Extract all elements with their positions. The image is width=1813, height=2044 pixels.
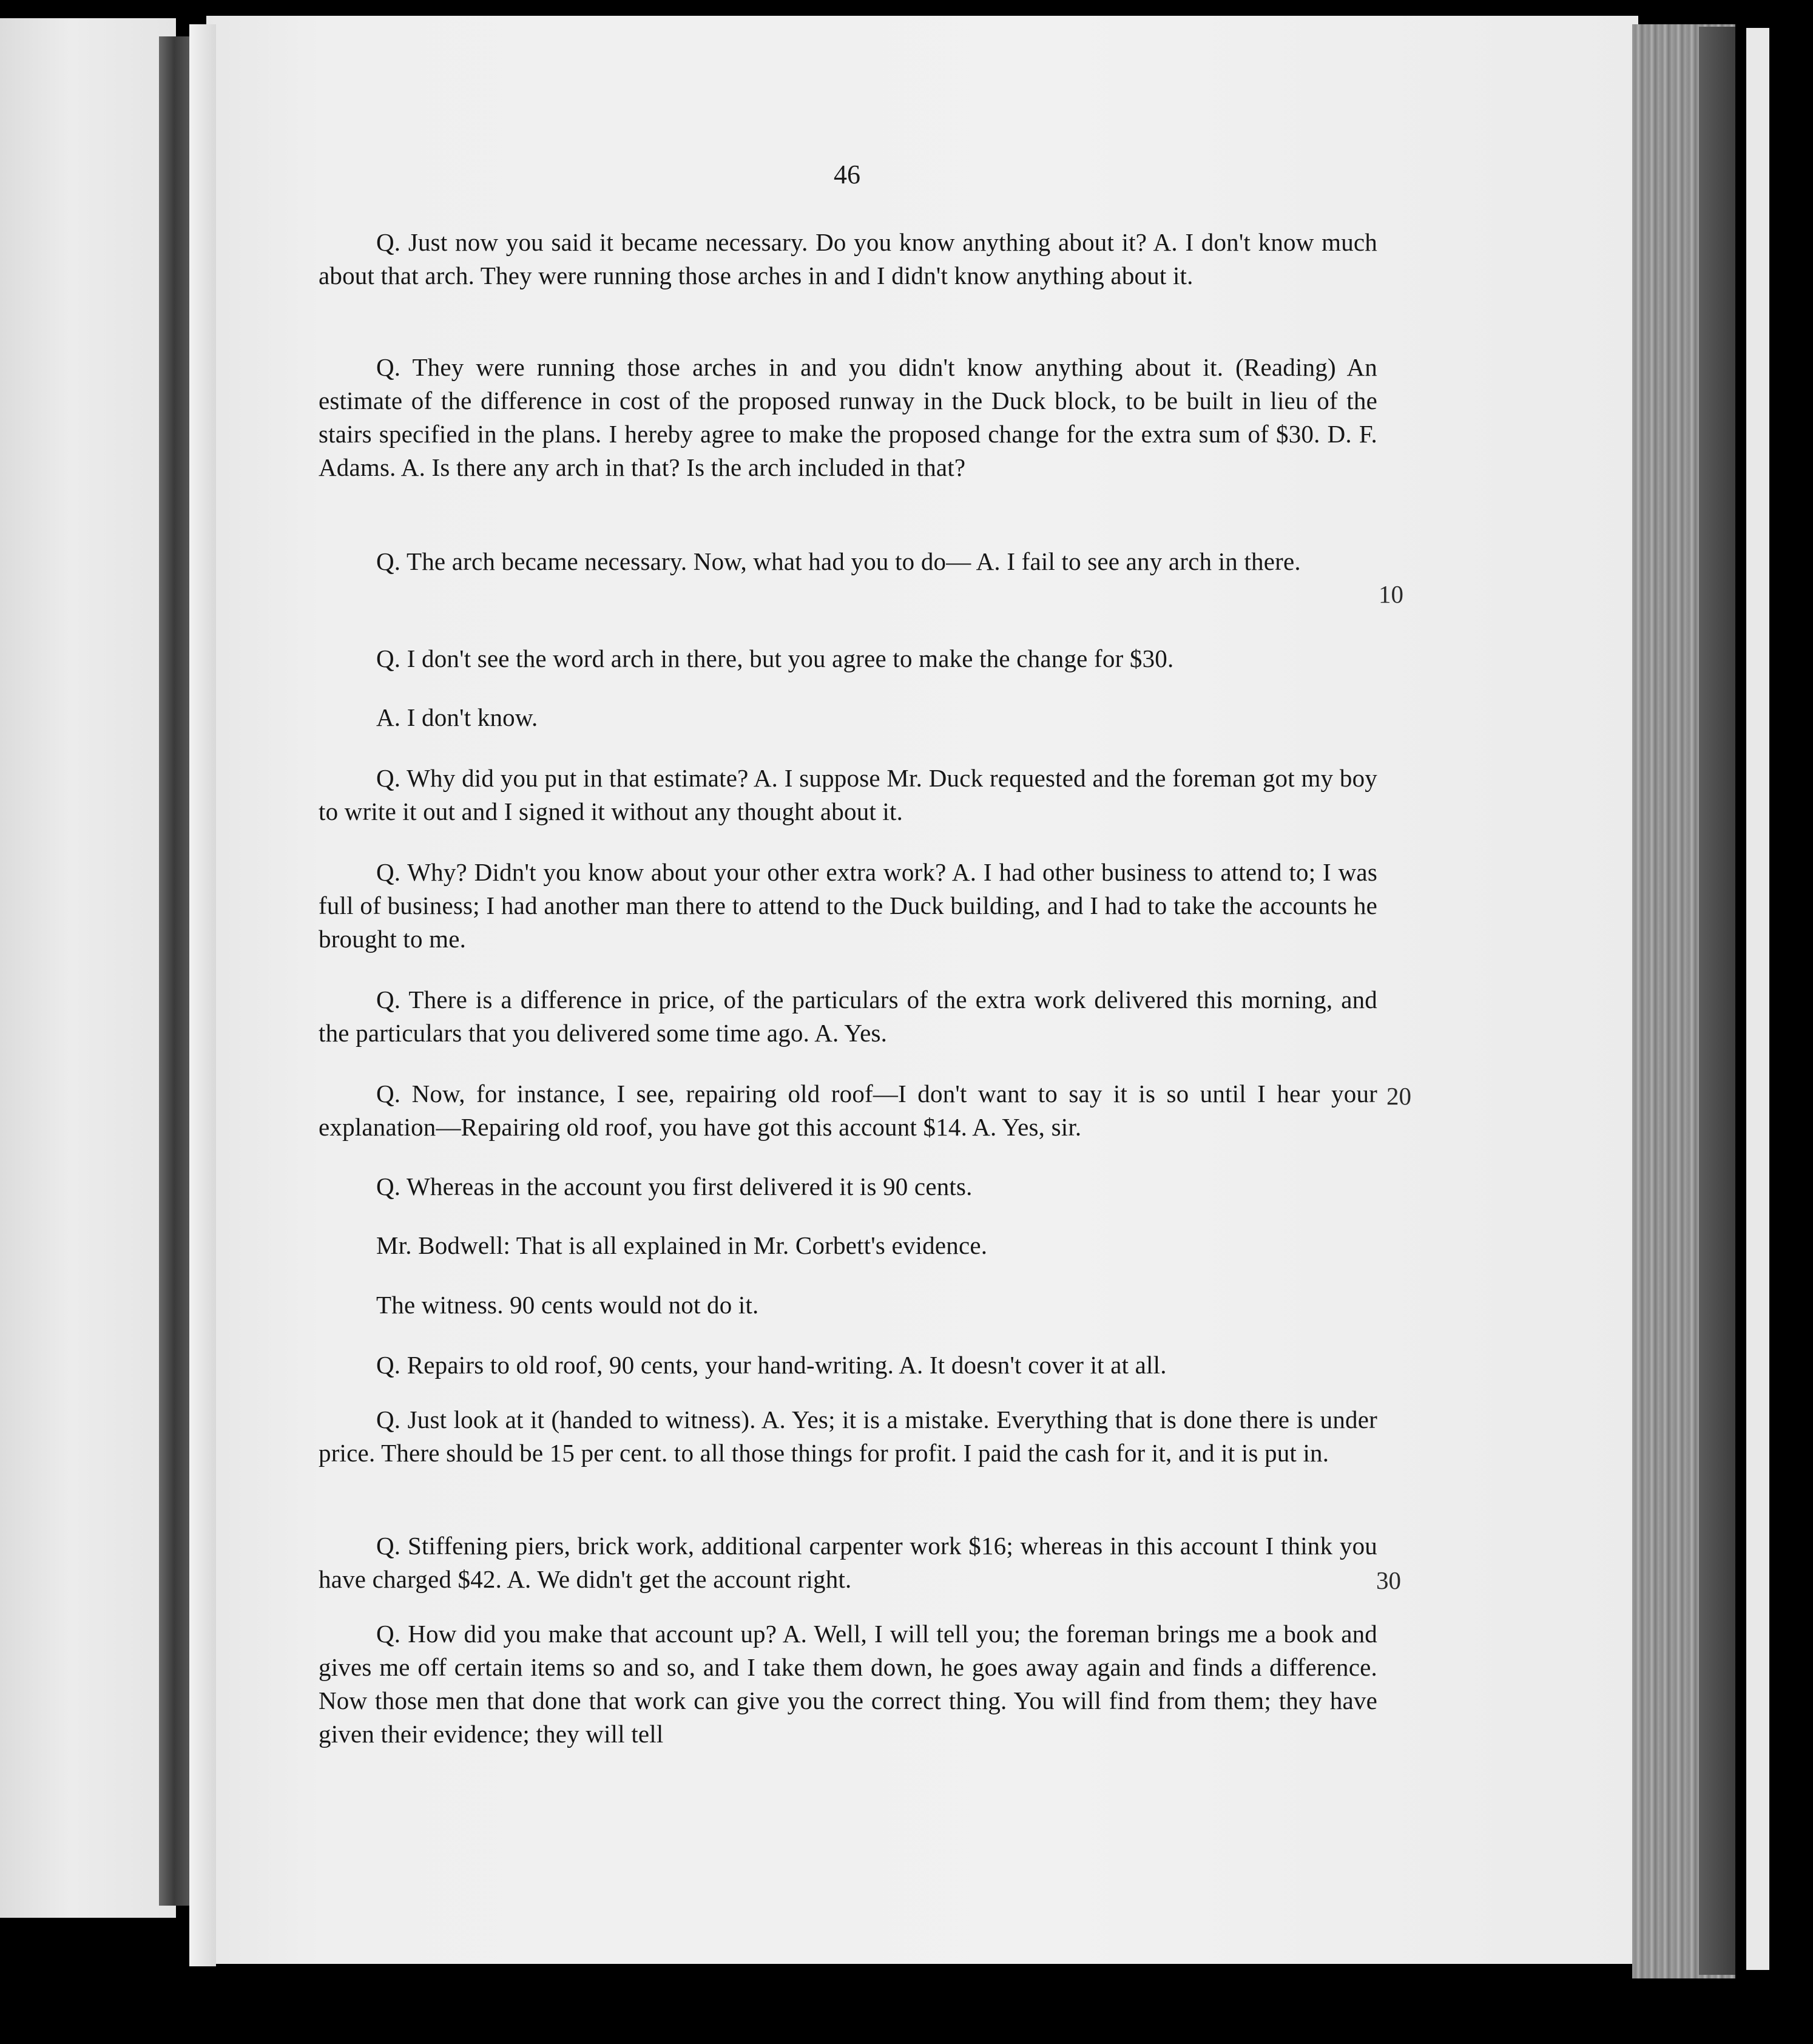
paragraph-15: Q. Stiffening piers, brick work, additional carpenter work $16; whereas in this account I think you have charged $42. A. We didn't get the account right. — [319, 1532, 1377, 1593]
background-sheet-edge — [1746, 28, 1769, 1970]
paragraph-9: Q. Now, for instance, I see, repairing old roof—I don't want to say it is so until I hear your explanation—Repairing old roof, you have got this account $14. A. Yes, sir. — [319, 1080, 1377, 1141]
paragraph-3: Q. The arch became necessary. Now, what had you to do— A. I fail to see any arch in there. — [376, 547, 1301, 575]
paragraph-12: The witness. 90 cents would not do it. — [376, 1291, 759, 1319]
margin-line-number-30: 30 — [1376, 1566, 1401, 1594]
paragraph-8: Q. There is a difference in price, of the particulars of the extra work delivered this morning, and the particulars that you delivered some time ago. A. Yes. — [319, 986, 1377, 1047]
paragraph-5: A. I don't know. — [376, 703, 538, 731]
paragraph-6: Q. Why did you put in that estimate? A. I suppose Mr. Duck requested and the foreman got my boy to write it out and I signed it without any thought about it. — [319, 764, 1377, 825]
paragraph-13: Q. Repairs to old roof, 90 cents, your hand-writing. A. It doesn't cover it at all. — [376, 1351, 1167, 1379]
paragraph-1: Q. Just now you said it became necessary. Do you know anything about it? A. I don't know much about that arch. They were running those arches in and I didn't know anything about it. — [319, 228, 1377, 289]
page-stack-shadow — [1699, 27, 1735, 1975]
paragraph-10: Q. Whereas in the account you first delivered it is 90 cents. — [376, 1173, 973, 1200]
paragraph-16: Q. How did you make that account up? A. Well, I will tell you; the foreman brings me a book and gives me off certain items so and so, and I take them down, he goes away again and finds a difference. Now those men that done that work can give you the correct thing. You will find from them; they have given their evidence; they will tell — [319, 1620, 1377, 1748]
paragraph-2: Q. They were running those arches in and you didn't know anything about it. (Reading) An estimate of the difference in cost of the proposed runway in the Duck block, to be built in lieu of the stairs specified in the plans. I hereby agree to make the proposed change for the extra sum of $30. D. F. Adams. A. Is there any arch in that? Is the arch included in that? — [319, 353, 1377, 481]
paragraph-4: Q. I don't see the word arch in there, but you agree to make the change for $30. — [376, 645, 1174, 672]
page-number: 46 — [834, 160, 860, 189]
paragraph-7: Q. Why? Didn't you know about your other extra work? A. I had other business to attend to; I was full of business; I had another man there to attend to the Duck building, and I had to take the accounts he brought to me. — [319, 858, 1377, 953]
left-page-edge — [0, 18, 176, 1918]
gutter-highlight — [189, 24, 216, 1966]
paragraph-14: Q. Just look at it (handed to witness). A. Yes; it is a mistake. Everything that is done there is under price. There should be 15 per cent. to all those things for profit. I paid the cash for it, and it is put in. — [319, 1406, 1377, 1467]
book-gutter-shadow — [159, 36, 193, 1906]
paragraph-11: Mr. Bodwell: That is all explained in Mr. Corbett's evidence. — [376, 1231, 988, 1259]
margin-line-number-10: 10 — [1379, 580, 1403, 608]
margin-line-number-20: 20 — [1386, 1082, 1411, 1110]
